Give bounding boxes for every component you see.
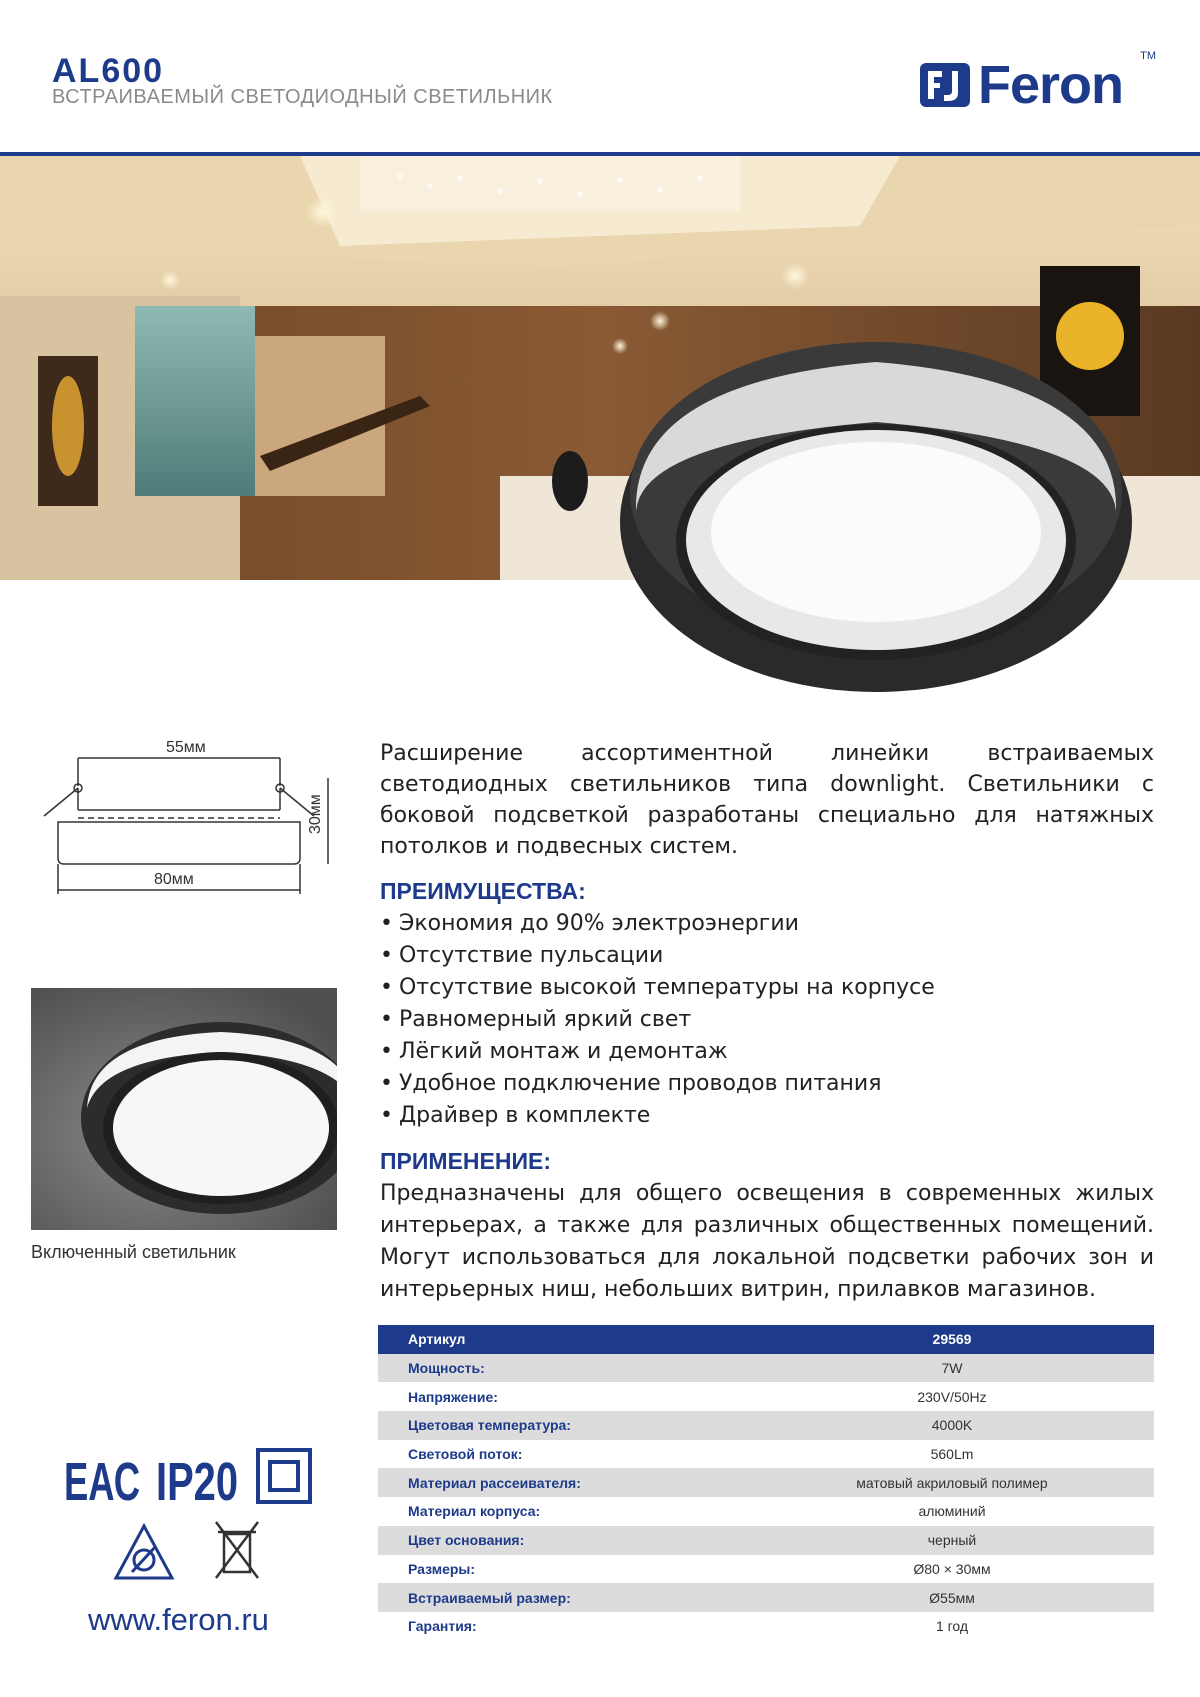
dimension-drawing bbox=[36, 738, 356, 908]
table-row bbox=[378, 1411, 1154, 1440]
table-row bbox=[378, 1555, 1154, 1584]
lit-lamp-illustration bbox=[31, 988, 337, 1230]
table-row bbox=[378, 1468, 1154, 1497]
spec-key: Материал рассеивателя: bbox=[378, 1468, 750, 1497]
advantages-title: ПРЕИМУЩЕСТВА: bbox=[380, 878, 586, 904]
table-row bbox=[378, 1583, 1154, 1612]
table-row bbox=[378, 1440, 1154, 1469]
spec-key: Встраиваемый размер: bbox=[378, 1583, 750, 1612]
spec-key: Мощность: bbox=[378, 1354, 750, 1383]
spec-value: 230V/50Hz bbox=[917, 1388, 987, 1405]
dim-top-label: 55мм bbox=[166, 739, 206, 756]
spec-value: 7W bbox=[750, 1354, 1154, 1383]
spec-table bbox=[378, 1325, 1154, 1641]
advantage-item: • Отсутствие высокой температуры на корпусе bbox=[380, 972, 1154, 1004]
spec-value: 1 год bbox=[935, 1618, 969, 1635]
spec-key: Размеры: bbox=[408, 1560, 476, 1577]
table-row bbox=[378, 1497, 1154, 1526]
product-lamp-image bbox=[612, 322, 1140, 706]
application-title: ПРИМЕНЕНИЕ: bbox=[380, 1148, 551, 1174]
spec-value: 29569 bbox=[750, 1325, 1154, 1354]
advantages-list bbox=[380, 908, 1154, 1132]
table-row bbox=[378, 1325, 1154, 1354]
spec-value: алюминий bbox=[918, 1503, 986, 1520]
table-row bbox=[378, 1526, 1154, 1555]
spec-key: Артикул bbox=[378, 1325, 750, 1354]
brand-logo bbox=[918, 50, 1158, 116]
dim-height-label: 30мм bbox=[307, 794, 324, 834]
website-link[interactable]: www.feron.ru bbox=[88, 1602, 269, 1637]
spec-value: черный bbox=[750, 1526, 1154, 1555]
spec-key: Напряжение: bbox=[408, 1388, 498, 1405]
trademark: TM bbox=[1140, 50, 1156, 62]
application-text: Предназначены для общего освещения в современных жилых интерьерах, а также для различных общественных помещений. Могут использоваться для локальной подсветки рабочих зон и интерьерных ниш, небольших витрин, прилавков магазинов. bbox=[380, 1181, 1154, 1302]
dim-bottom-label: 80мм bbox=[154, 871, 194, 888]
advantage-item: • Равномерный яркий свет bbox=[380, 1004, 1154, 1036]
spec-key: Гарантия: bbox=[408, 1618, 477, 1635]
lit-lamp-caption: Включенный светильник bbox=[31, 1242, 236, 1262]
spec-key: Цветовая температура: bbox=[378, 1411, 750, 1440]
table-row bbox=[378, 1354, 1154, 1383]
advantage-item: • Драйвер в комплекте bbox=[380, 1100, 1154, 1132]
product-subtitle: ВСТРАИВАЕМЫЙ СВЕТОДИОДНЫЙ СВЕТИЛЬНИК bbox=[52, 86, 553, 108]
no-insulation-contact-icon bbox=[116, 1526, 172, 1578]
spec-value: Ø80 × 30мм bbox=[913, 1560, 991, 1577]
spec-value: 4000K bbox=[750, 1411, 1154, 1440]
spec-key: Материал корпуса: bbox=[408, 1503, 541, 1520]
spec-value: матовый акриловый полимер bbox=[750, 1468, 1154, 1497]
model-name: AL600 bbox=[52, 52, 165, 90]
advantage-item: • Лёгкий монтаж и демонтаж bbox=[380, 1036, 1154, 1068]
spec-key: Световой поток: bbox=[408, 1446, 523, 1463]
lit-lamp-photo bbox=[31, 988, 337, 1230]
intro-text: Расширение ассортиментной линейки встраиваемых светодиодных светильников типа downlight. Светильники с боковой подсветкой разработаны специально для натяжных потолков и подвесных систем. bbox=[380, 741, 1154, 859]
table-row bbox=[378, 1612, 1154, 1641]
brand-name: Feron bbox=[978, 55, 1124, 115]
warning-icons bbox=[112, 1516, 272, 1586]
class2-icon bbox=[258, 1450, 310, 1502]
feron-mark-icon bbox=[918, 59, 972, 111]
no-trash-bin-icon bbox=[216, 1522, 258, 1578]
advantage-item: • Экономия до 90% электроэнергии bbox=[380, 908, 1154, 940]
certification-badges bbox=[64, 1440, 324, 1520]
spec-key: Цвет основания: bbox=[378, 1526, 750, 1555]
advantage-item: • Отсутствие пульсации bbox=[380, 940, 1154, 972]
advantage-item: • Удобное подключение проводов питания bbox=[380, 1068, 1154, 1100]
spec-value: Ø55мм bbox=[750, 1583, 1154, 1612]
ip-rating: IP20 bbox=[156, 1452, 238, 1512]
spec-value: 560Lm bbox=[930, 1446, 974, 1463]
table-row bbox=[378, 1382, 1154, 1411]
eac-mark: ЕАС bbox=[64, 1452, 140, 1512]
